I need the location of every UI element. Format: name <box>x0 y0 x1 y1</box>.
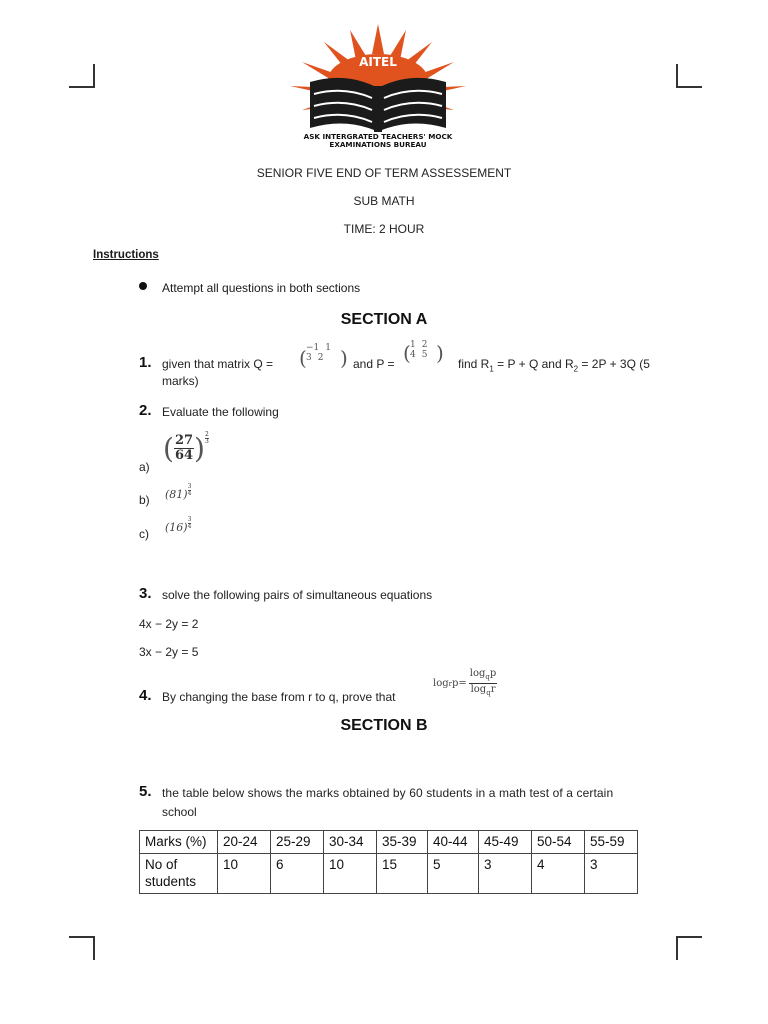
logo-caption-line2: EXAMINATIONS BUREAU <box>329 140 427 149</box>
matrix-p: 1 2 4 5 <box>410 340 428 360</box>
equation-2: 3x − 2y = 5 <box>139 645 199 659</box>
table-cell: 10 <box>324 854 377 894</box>
section-a-title: SECTION A <box>340 311 428 328</box>
bullet-icon <box>139 282 147 290</box>
aitel-logo <box>288 24 468 149</box>
question-5-number: 5. <box>139 783 152 800</box>
table-cell: 4 <box>532 854 585 894</box>
exam-title: SENIOR FIVE END OF TERM ASSESSEMENT <box>256 166 512 180</box>
table-cell: 35-39 <box>377 831 428 854</box>
table-cell: 55-59 <box>585 831 638 854</box>
table-cell: 10 <box>218 854 271 894</box>
equation-1: 4x − 2y = 2 <box>139 617 199 631</box>
crop-mark-top-left <box>69 64 95 88</box>
table-cell: 40-44 <box>428 831 479 854</box>
exam-subject: SUB MATH <box>353 194 415 208</box>
question-1-text: given that matrix Q = <box>162 357 274 371</box>
crop-mark-bottom-left <box>69 936 95 960</box>
crop-mark-top-right <box>676 64 702 88</box>
table-cell: 45-49 <box>479 831 532 854</box>
table-cell: 3 <box>479 854 532 894</box>
table-cell: 25-29 <box>271 831 324 854</box>
question-2-number: 2. <box>139 402 152 419</box>
question-3-text: solve the following pairs of simultaneous equations <box>162 588 433 602</box>
logo-brand: AITEL <box>359 55 397 69</box>
question-1-number: 1. <box>139 354 152 371</box>
row-header-students: No of students <box>140 854 218 894</box>
table-cell: 15 <box>377 854 428 894</box>
question-1-find: find $R_1 = P + Q$ and $R_2 = 2P + 3Q$ (5 <box>458 357 650 374</box>
row-header-marks: Marks (%) <box>140 831 218 854</box>
expr-c: (16) $\frac{3}{4}$ <box>165 516 192 534</box>
logo-caption-line1: ASK INTERGRATED TEACHERS' MOCK <box>303 132 453 141</box>
question-1-and-p: and P = <box>353 357 395 371</box>
expr-a: ( $\frac{27}{64}$ ) $\frac{2}{3}$ <box>163 431 209 465</box>
question-3-number: 3. <box>139 585 152 602</box>
expr-b: (81) $\frac{3}{4}$ <box>165 483 192 501</box>
table-cell: 6 <box>271 854 324 894</box>
table-cell: 30-34 <box>324 831 377 854</box>
question-4-text: By changing the base from r to q, prove that <box>162 690 396 704</box>
section-b-title: SECTION B <box>340 717 428 734</box>
exam-time: TIME: 2 HOUR <box>343 222 425 236</box>
part-c-label: c) <box>139 527 149 541</box>
question-5-text-line2: school <box>162 805 197 819</box>
instruction-item: Attempt all questions in both sections <box>162 281 361 295</box>
instructions-heading: Instructions <box>93 249 159 261</box>
marks-table <box>139 830 638 894</box>
question-1-marks: marks) <box>162 374 199 388</box>
log-formula: log r p= $\frac{\log_qp}{\log_qr}$ <box>433 668 497 697</box>
table-row-marks <box>140 831 638 854</box>
question-4-number: 4. <box>139 687 152 704</box>
part-b-label: b) <box>139 493 150 507</box>
table-cell: 5 <box>428 854 479 894</box>
question-2-text: Evaluate the following <box>162 405 279 419</box>
matrix-q: −1 1 3 2 <box>306 343 332 363</box>
table-cell: 20-24 <box>218 831 271 854</box>
part-a-label: a) <box>139 460 150 474</box>
table-cell: 50-54 <box>532 831 585 854</box>
table-row-students <box>140 854 638 894</box>
question-5-text: the table below shows the marks obtained by 60 students in a math test of a certain <box>162 786 614 800</box>
crop-mark-bottom-right <box>676 936 702 960</box>
table-cell: 3 <box>585 854 638 894</box>
